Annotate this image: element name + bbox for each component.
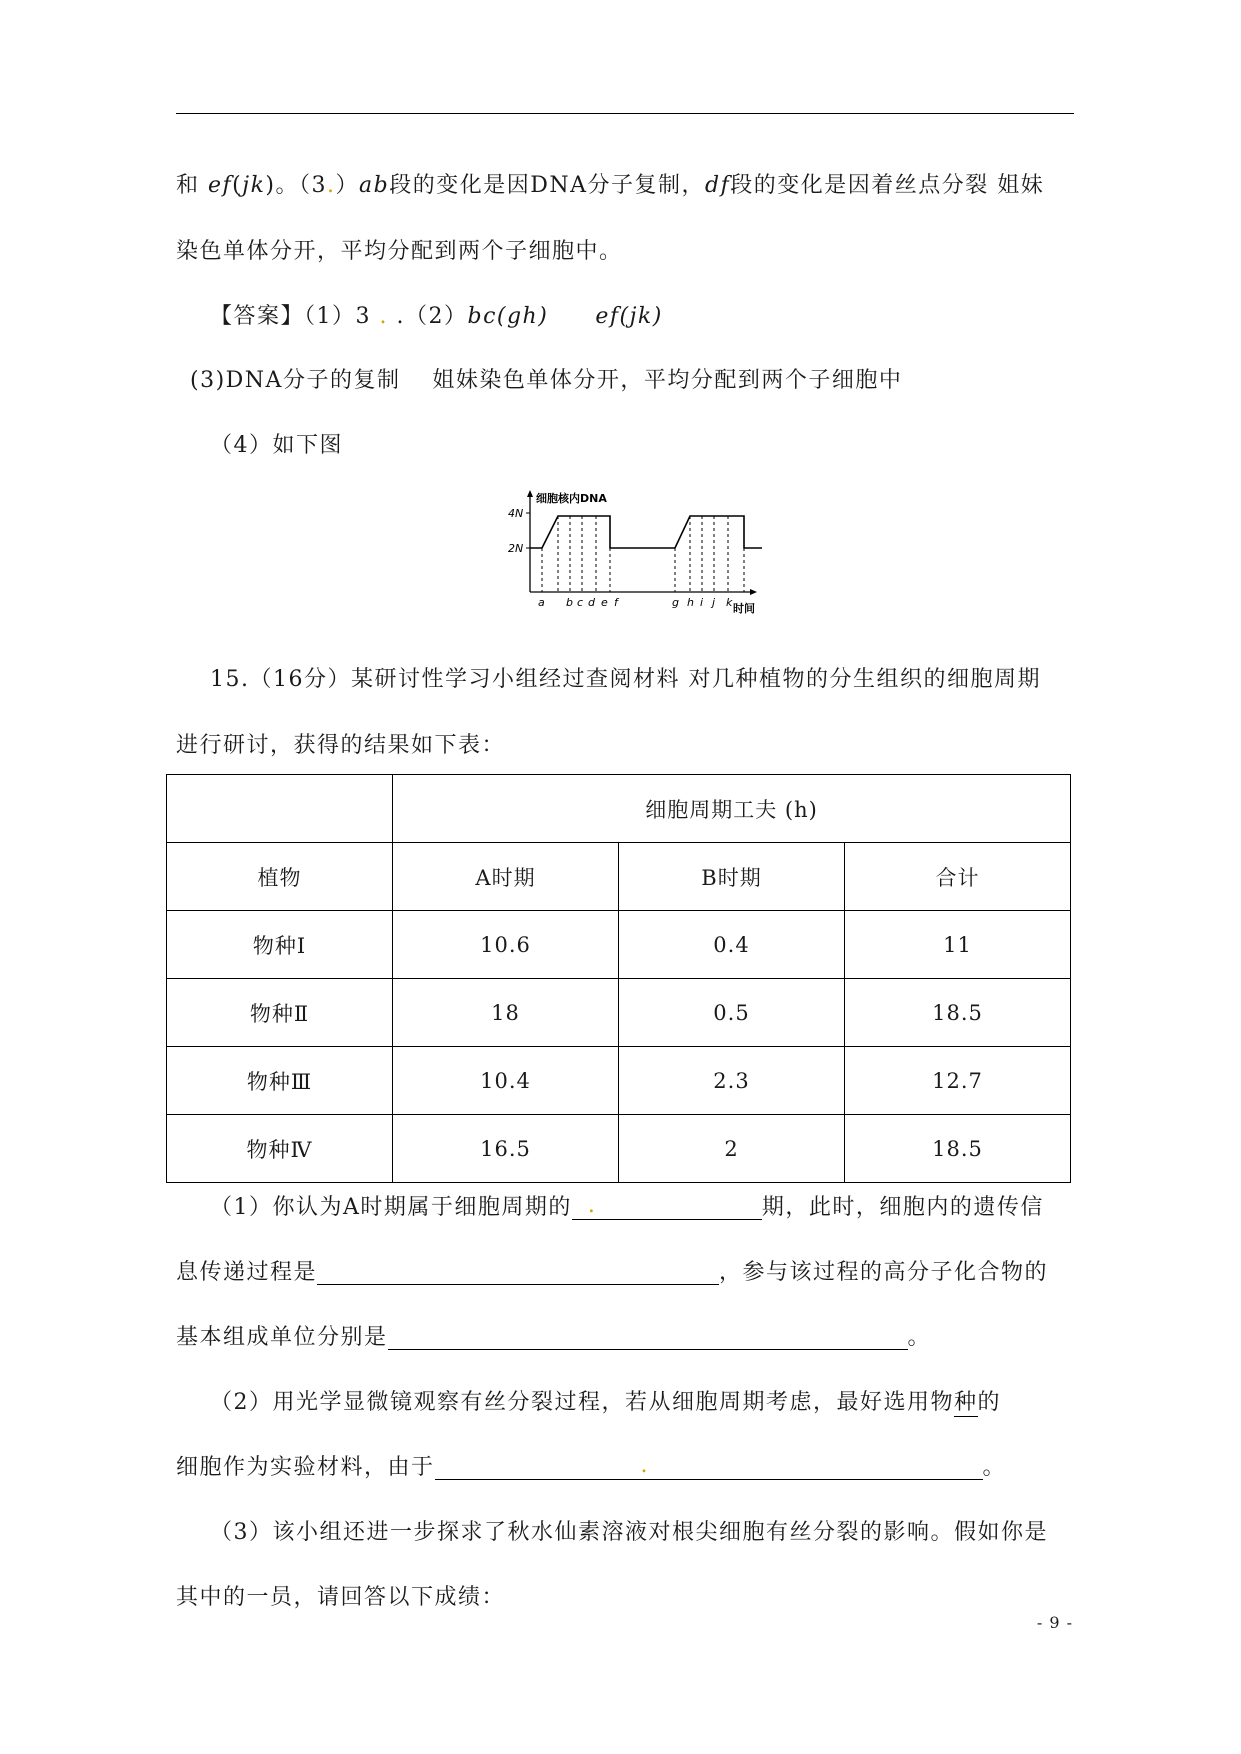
question-3-line-1: （3）该小组还进一步探求了秋水仙素溶液对根尖细胞有丝分裂的影响。假如你是 [210, 1520, 1048, 1545]
x-tick-b: b [566, 596, 573, 609]
x-tick-c: c [577, 596, 584, 609]
table-cell: 物种Ⅱ [167, 979, 393, 1047]
table-header-cell: 植物 [167, 843, 393, 911]
table-cell: 12.7 [845, 1047, 1071, 1115]
question-1-line-2: 息传递过程是 ，参与该过程的高分子化合物的 [176, 1260, 1049, 1285]
dna-curve [530, 516, 762, 548]
table-cell: 物种Ⅰ [167, 911, 393, 979]
answer-blank-species[interactable]: 种 [954, 1385, 978, 1417]
x-tick-g: g [672, 596, 679, 609]
answer-blank-2[interactable] [317, 1262, 719, 1285]
table-cell: 18 [393, 979, 619, 1047]
table-cell: 11 [845, 911, 1071, 979]
table-header-row [167, 843, 1071, 911]
question-15-line-2: 进行研讨，获得的结果如下表： [176, 733, 506, 758]
table-cell: 10.6 [393, 911, 619, 979]
table-cell: 0.4 [619, 911, 845, 979]
dna-content-chart [500, 488, 780, 618]
y-tick-2n: 2N [508, 542, 524, 555]
x-tick-k: k [726, 596, 733, 609]
table-header-cell: A时期 [393, 843, 619, 911]
answer-line-4: （4）如下图 [210, 433, 343, 458]
page-number: - 9 - [1036, 1613, 1073, 1632]
table-cell: 16.5 [393, 1115, 619, 1183]
table-cell: 0.5 [619, 979, 845, 1047]
answer-blank-1[interactable]: . [572, 1197, 762, 1220]
table-row [167, 911, 1071, 979]
table-cell: 物种Ⅲ [167, 1047, 393, 1115]
y-tick-4n: 4N [508, 507, 524, 520]
text-line-1: 和 ef(jk)。（3.）ab段的变化是因DNA分子复制，df段的变化是因着丝点分裂 姐妹 [176, 173, 1045, 198]
x-tick-j: j [712, 596, 716, 609]
table-row [167, 1115, 1071, 1183]
x-tick-h: h [687, 596, 694, 609]
answer-blank-4[interactable]: . [435, 1457, 983, 1480]
table-header-cell: B时期 [619, 843, 845, 911]
table-empty-corner [167, 775, 393, 843]
x-axis-label: 时间 [733, 602, 755, 615]
x-tick-e: e [601, 596, 608, 609]
cell-cycle-table [166, 774, 1071, 1183]
y-axis-arrow [527, 490, 533, 497]
x-tick-i: i [700, 596, 704, 609]
table-group-header: 细胞周期工夫 (h) [393, 775, 1071, 843]
table-row [167, 1047, 1071, 1115]
answer-line: 【答案】（1）3 . .（2）bc(gh) ef(jk) [210, 304, 663, 329]
question-1-line-3: 基本组成单位分别是 。 [176, 1325, 932, 1350]
table-cell: 18.5 [845, 1115, 1071, 1183]
answer-blank-3[interactable] [388, 1327, 908, 1350]
x-tick-d: d [588, 596, 595, 609]
table-cell: 10.4 [393, 1047, 619, 1115]
question-3-line-2: 其中的一员，请回答以下成绩： [176, 1585, 506, 1610]
table-row [167, 979, 1071, 1047]
period-guides [542, 516, 744, 592]
question-1-line-1: （1）你认为A时期属于细胞周期的 . 期，此时，细胞内的遗传信 [210, 1193, 1044, 1220]
table-cell: 2 [619, 1115, 845, 1183]
x-tick-f: f [614, 596, 618, 609]
y-axis-label: 细胞核内DNA [536, 492, 607, 505]
table-row [167, 775, 1071, 843]
table-cell: 18.5 [845, 979, 1071, 1047]
table-cell: 2.3 [619, 1047, 845, 1115]
question-2-line-2: 细胞作为实验材料，由于 . 。 [176, 1453, 1007, 1480]
question-15-line-1: 15.（16分）某研讨性学习小组经过查阅材料 对几种植物的分生组织的细胞周期 [210, 667, 1041, 692]
header-rule [176, 113, 1074, 114]
answer-line-3: (3)DNA分子的复制 姐妹染色单体分开，平均分配到两个子细胞中 [190, 368, 903, 393]
x-tick-a: a [538, 596, 545, 609]
table-cell: 物种Ⅳ [167, 1115, 393, 1183]
table-header-cell: 合计 [845, 843, 1071, 911]
x-tick-labels [538, 596, 733, 609]
question-2-line-1: （2）用光学显微镜观察有丝分裂过程，若从细胞周期考虑，最好选用物种的 [210, 1385, 1001, 1417]
text-line-2: 染色单体分开，平均分配到两个子细胞中。 [176, 239, 623, 264]
x-axis-arrow [750, 589, 757, 595]
